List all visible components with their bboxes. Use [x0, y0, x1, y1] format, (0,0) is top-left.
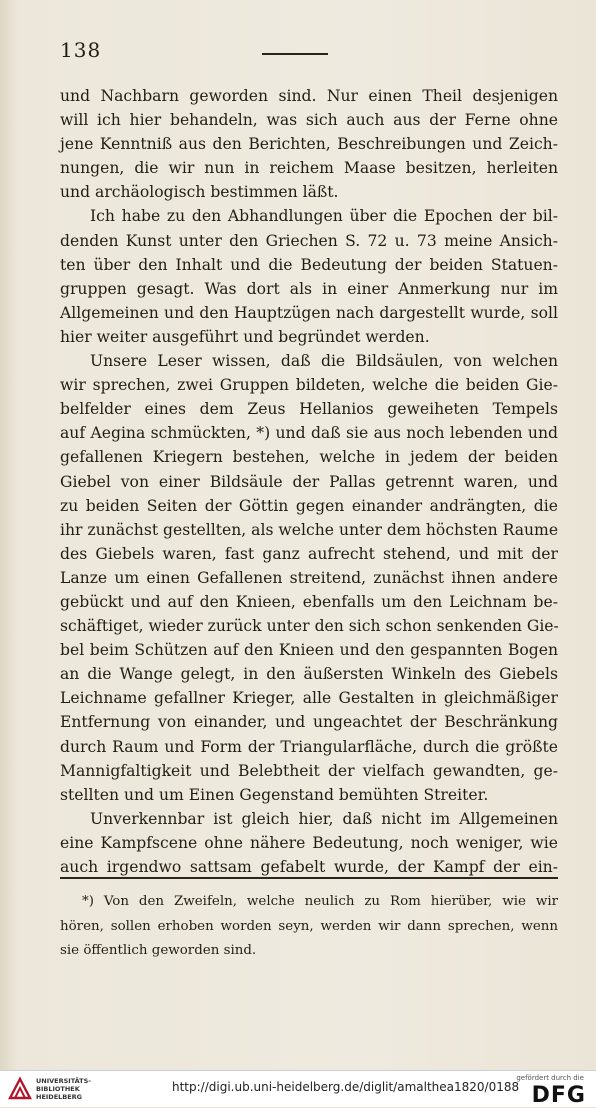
text-line: durch Raum und Form der Triangularfläche, durch die größte: [60, 737, 558, 756]
text-line: Mannigfaltigkeit und Belebtheit der vielfach gewandten, ge-: [60, 761, 558, 780]
dfg-logo: DFG: [531, 1083, 586, 1108]
text-line: Ich habe zu den Abhandlungen über die Epochen der bil-: [90, 207, 558, 226]
text-line: des Giebels waren, fast ganz aufrecht stehend, und mit der: [60, 544, 558, 563]
text-line: wir sprechen, zwei Gruppen bildeten, welche die beiden Gie-: [60, 376, 558, 395]
text-line: jene Kenntniß aus den Berichten, Beschreibungen und Zeich-: [60, 135, 558, 154]
text-line: gruppen gesagt. Was dort als in einer Anmerkung nur im: [60, 279, 558, 298]
text-line: ten über den Inhalt und die Bedeutung der beiden Statuen-: [60, 255, 558, 274]
text-line: Lanze um einen Gefallenen streitend, zunächst ihnen andere: [60, 568, 558, 587]
text-line: Entfernung von einander, und ungeachtet der Beschränkung: [60, 713, 558, 732]
text-line: gefallenen Kriegern bestehen, welche in jedem der beiden: [60, 448, 558, 467]
text-line: und Nachbarn geworden sind. Nur einen Theil desjenigen: [60, 87, 558, 105]
text-line: stellten und um Einen Gegenstand bemühten Streiter.: [60, 785, 489, 804]
footnote: [60, 890, 558, 964]
text-line: denden Kunst unter den Griechen S. 72 u. 73 meine Ansich-: [60, 231, 558, 250]
text-line: bel beim Schützen auf den Knieen und den gespannten Bogen: [60, 641, 558, 660]
footnote-line: *) Von den Zweifeln, welche neulich zu Rom hierüber, wie wir: [82, 894, 558, 909]
text-line: eine Kampfscene ohne nähere Bedeutung, noch weniger, wie: [60, 833, 558, 852]
library-name: UNIVERSITÄTS- BIBLIOTHEK HEIDELBERG: [36, 1077, 91, 1101]
text-line: Allgemeinen und den Hauptzügen nach dargestellt wurde, soll: [60, 303, 558, 322]
text-line: ihr zunächst gestellten, als welche unter dem höchsten Raume: [60, 520, 559, 539]
body-text: [60, 84, 558, 879]
text-line: zu beiden Seiten der Göttin gegen einander andrängten, die: [60, 496, 558, 515]
footnote-line: hören, sollen erhoben worden seyn, werden wir dann sprechen, wenn: [60, 918, 558, 934]
text-line: Giebel von einer Bildsäule der Pallas getrennt waren, und: [60, 472, 558, 491]
text-line: gebückt und auf den Knieen, ebenfalls um den Leichnam be-: [60, 592, 558, 611]
text-line: Unsere Leser wissen, daß die Bildsäulen, von welchen: [90, 352, 558, 371]
text-line: und archäologisch bestimmen läßt.: [60, 183, 339, 202]
text-line: hier weiter ausgeführt und begründet werden.: [60, 327, 430, 346]
footnote-line: sie öffentlich geworden sind.: [60, 943, 257, 958]
text-line: an die Wange gelegt, in den äußersten Winkeln des Giebels: [60, 665, 558, 684]
text-line: auf Aegina schmückten, *) und daß sie aus noch lebenden und: [60, 424, 558, 443]
page-number: 138: [60, 38, 102, 62]
text-line: auch irgendwo sattsam gefabelt wurde, der Kampf der ein-: [60, 858, 558, 876]
text-line: nungen, die wir nun in reichem Maase besitzen, herleiten: [60, 159, 558, 178]
footnote-rule: [60, 877, 558, 879]
text-line: Leichname gefallner Krieger, alle Gestalten in gleichmäßiger: [60, 689, 558, 708]
text-line: schäftiget, wieder zurück unter den sich schon senkenden Gie-: [60, 617, 559, 636]
funding-label: gefördert durch die: [516, 1074, 584, 1082]
text-line: belfelder eines dem Zeus Hellanios geweiheten Tempels: [60, 400, 558, 419]
header-rule: [262, 53, 328, 55]
university-seal-icon: [6, 1076, 34, 1102]
permalink[interactable]: http://digi.ub.uni-heidelberg.de/diglit/amalthea1820/0188: [172, 1080, 520, 1094]
viewer-footer: [0, 1070, 596, 1107]
text-line: Unverkennbar ist gleich hier, daß nicht im Allgemeinen: [90, 809, 558, 828]
text-line: will ich hier behandeln, was sich auch aus der Ferne ohne: [60, 111, 558, 130]
